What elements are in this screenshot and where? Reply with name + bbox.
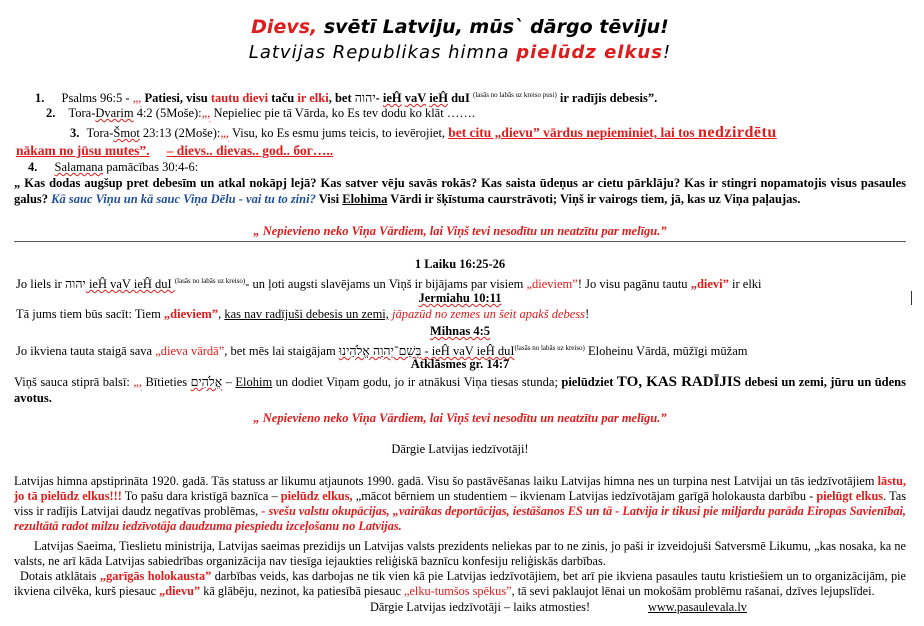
- verse-1-dui: duI: [447, 91, 473, 106]
- para-4-text-e: debesi un zemi, jūru un ūdens avotus.: [14, 375, 906, 405]
- verse-4-elohima: Elohima: [342, 191, 388, 206]
- para-atklasmes: [14, 374, 906, 406]
- warning-2: „ Nepievieno neko Viņa Vārdiem, lai Viņš tevi nesodītu un neatzītu par melīgu.”: [253, 411, 667, 425]
- verse-3-ref-rest: 23:13 (2Moše):: [139, 126, 221, 140]
- ref-atklasmes: Atklāsmes gr. 14:7: [410, 357, 510, 371]
- verse-2-dvarim: Dvarim: [95, 106, 134, 120]
- verse-2-number: 2.: [46, 106, 56, 120]
- title-line-1-text: svētī Latviju, mūs` dārgo tēviju!: [317, 16, 669, 38]
- verse-1-quote: „,: [132, 91, 142, 106]
- verse-3-text: Visu, ko Es esmu jums teicis, to ievērojiet,: [229, 126, 449, 140]
- para-2-text-d: !: [585, 307, 590, 321]
- letter-p1-red-3: pielūgt elkus: [816, 489, 884, 503]
- verse-3-shmot: Šmot: [113, 126, 140, 140]
- para-1-text-b: ieĤ vaV ieĤ duI: [85, 277, 175, 292]
- verse-3-red-1: bet citu „dievu” vārdus nepieminiet, lai tos: [448, 125, 698, 140]
- verse-1-text-c: , bet: [328, 91, 355, 106]
- verse-3-red-3: – dievs.. dievas.. god.. бог…..: [166, 143, 334, 158]
- letter-p1-red-1: lāstu, jo tā pielūdz elkus!!!: [14, 474, 906, 503]
- letter-paragraph-2: Latvijas Saeima, Tieslietu ministrija, Latvijas saeimas prezidijs un Latvijas valsts prezidents neliekas par to ne zinis, jo paši ir izveidojuši Satversmē Likumu, „kas nosaka, ka ne valsts, ne arī kāda Latvijas sabiedrības organizācija nav tiesīga iejaukties reliģiskā baznīcu konfesiju reliģiskās darbības.: [14, 539, 906, 568]
- para-4-text-a: Viņš sauca stiprā balsī:: [14, 375, 134, 389]
- para-4-hebrew: אֱלֹהִים: [190, 375, 223, 389]
- verse-3-number: 3.: [70, 126, 80, 140]
- para-4-bold: pielūdziet: [561, 375, 617, 389]
- letter-p3-red-2: „dievu”: [159, 584, 201, 598]
- para-2-red: „dieviem”: [163, 307, 219, 321]
- letter-paragraph-1: [14, 474, 906, 534]
- para-4-quote: „,: [133, 375, 142, 389]
- verse-2-quote: „,: [201, 106, 211, 120]
- para-1-red: „dieviem”: [526, 277, 578, 292]
- letter-p3-text-c: kā glābēju, nezinot, ka patiesībā piesauc: [200, 584, 404, 598]
- verse-1-ieh-2: ieĤ: [429, 91, 448, 106]
- verse-4-text-1: „ Kas dodas augšup pret debesīm un atkal nokāpj lejā? Kas satver vēju savās rokās? Kas saista ūdeņus ar cietu pārklāju? Kas ir stingri nopamatojis visus pasaules galus?: [14, 176, 906, 206]
- para-1-text-a: Jo liels ir: [16, 277, 65, 292]
- para-1-red-2: „dievi”: [690, 277, 729, 292]
- letter-p1-text-d: . Tas viss ir radījis Latvijai daudz negatīvas problēmas,: [14, 489, 906, 518]
- website-link[interactable]: www.pasaulevala.lv: [648, 600, 747, 614]
- letter-p1-text-a: Latvijas himna apstiprināta 1920. gadā. Tās statuss ar likumu atjaunots 1990. gadā. Visu šo pastāvēšanas laiku Latvijas himna nes un turpina nest Latvijai un tās iedzīvotājiem: [14, 474, 878, 488]
- title-dievs: Dievs,: [251, 16, 318, 38]
- divider-1: [14, 241, 906, 242]
- verse-4-text-3: Vārdi ir šķīstuma caurstrāvoti; Viņš ir vairogs tiem, jā, kas uz Viņa paļaujas.: [387, 191, 801, 206]
- title-line-1: [14, 16, 906, 38]
- verse-1-red-1: tautu dievi: [210, 91, 269, 106]
- para-3-text-a: Jo ikviena tauta staigā sava: [16, 344, 156, 359]
- verse-1-reading-note: (lasās no labās uz kreiso pusi): [472, 91, 557, 99]
- verse-1-hebrew: יהוה: [354, 91, 376, 106]
- verse-1-ieh-1: ieĤ: [382, 91, 402, 106]
- letter-p3-red-1: „garīgās holokausta”: [99, 569, 212, 583]
- para-3-reading-note: (lasās no labās uz kreiso): [514, 344, 585, 352]
- para-3-text-c: - ieĤ vaV ieĤ duI: [421, 344, 515, 359]
- verse-2: [46, 106, 475, 121]
- para-4-text-b: Bītieties: [142, 375, 191, 389]
- para-1-text-d: ! Jo visu pagānu tautu: [577, 277, 691, 292]
- para-4-text-d: un dodiet Viņam godu, jo ir atnākusi Viņa tiesas stunda;: [272, 375, 562, 389]
- letter-p3-text-d: , tā sevi paklaujot lēnai un mokošām problēmu rašanai, dzīves lejupslīdei.: [511, 584, 875, 598]
- text-cursor: [911, 291, 912, 305]
- verse-3-continued: [16, 143, 333, 159]
- para-3-red: „dieva vārdā”: [155, 344, 225, 359]
- para-2-text-a: Tā jums tiem būs sacīt: Tiem: [16, 307, 164, 321]
- para-4-big: TO, KAS RADĪJIS: [616, 374, 742, 390]
- verse-1-vav: vaV: [404, 91, 427, 106]
- ref-mihnas-text: Mihnas 4:5: [429, 324, 491, 338]
- verse-3-quote: „,: [220, 126, 230, 140]
- para-jermiahu: [16, 307, 589, 322]
- letter-closing: Dārgie Latvijas iedzīvotāji – laiks atmosties!: [370, 600, 591, 614]
- letter-p1-text-b: To pašu dara kristīgā baznīca –: [121, 489, 281, 503]
- para-3-hebrew: בְּשֵׁם־יְהוָה אֱלֹהֵינוּ: [338, 344, 422, 359]
- para-4-text-c: –: [222, 375, 236, 389]
- verse-4-text: [14, 176, 906, 207]
- verse-1: [35, 88, 657, 106]
- verse-1-text-d: -: [375, 91, 383, 106]
- verse-4-ref: Salamana: [54, 160, 104, 174]
- ref-jermiahu: [14, 291, 906, 306]
- ref-1-laiku: 1 Laiku 16:25-26: [414, 257, 506, 271]
- verse-1-ref: Psalms 96:5 -: [61, 91, 133, 106]
- verse-2-ref-rest: 4:2 (5Moše):: [133, 106, 202, 120]
- verse-1-text-b: taču: [268, 91, 298, 106]
- ref-jermiahu-text: Jermiahu 10:11: [418, 291, 502, 305]
- letter-p1-red-2: pielūdz elkus,: [280, 489, 353, 503]
- verse-3: [70, 125, 777, 141]
- para-1-text-e: ir elki: [728, 277, 762, 292]
- letter-p3-text-a: Dotais atklātais: [20, 569, 100, 583]
- verse-1-text-a: Patiesi, visu: [141, 91, 211, 106]
- title-line-2-end: !: [662, 42, 672, 63]
- verse-4-number: 4.: [28, 160, 38, 174]
- title-line-2-red: pielūdz elkus: [516, 42, 663, 63]
- para-2-red-2: jāpazūd no zemes un šeit apakš debess: [392, 307, 586, 321]
- verse-4-blue: Kā sauc Viņu un kā sauc Viņa Dēlu - vai tu to zini?: [51, 191, 316, 206]
- letter-p1-red-4: - svešu valstu okupācijas, „vairākas deportācijas, iestāšanos ES un tā - Latvija ir tikusi pie miljardu parāda Eiropas Savienībai, rezultātā radot milzu iedzīvotāja daudzuma piespiedu izceļošanu no Latvijas.: [14, 504, 906, 533]
- para-2-underlined: kas nav radījuši debesis un zemi,: [224, 307, 389, 321]
- verse-3-red-big: nedzirdētu: [697, 124, 777, 141]
- para-1-hebrew: יהוה: [64, 277, 86, 292]
- para-1-laiku: [16, 274, 762, 292]
- para-1-reading-note: (lasās no labās uz kreiso): [174, 277, 246, 285]
- verse-2-ref: Tora-: [68, 106, 96, 120]
- verse-3-ref: Tora-: [86, 126, 114, 140]
- letter-paragraph-3: [14, 569, 906, 599]
- letter-greeting: Dārgie Latvijas iedzīvotāji!: [391, 442, 529, 456]
- para-4-elohim: Elohim: [235, 375, 273, 389]
- verse-2-text: Nepieliec pie tā Vārda, ko Es tev dodu ko klāt …….: [210, 106, 475, 120]
- title-line-2-start: Latvijas Republikas himna: [248, 42, 517, 63]
- letter-p3-red-3: „elku-tumšos spēkus”: [403, 584, 512, 598]
- verse-4-ref-rest: pamācības 30:4-6:: [103, 160, 199, 174]
- verse-1-red-2: ir elki: [297, 91, 329, 106]
- verse-4: [28, 160, 198, 175]
- para-1-text-c: - un ļoti augsti slavējams un Viņš ir bijājams par visiem: [245, 277, 527, 292]
- para-3-text-d: Eloheinu Vārdā, mūžīgi mūžam: [584, 344, 748, 359]
- verse-4-text-2: Visi: [315, 191, 343, 206]
- warning-1: „ Nepievieno neko Viņa Vārdiem, lai Viņš tevi nesodītu un neatzītu par melīgu.”: [253, 224, 667, 238]
- verse-1-number: 1.: [35, 91, 45, 106]
- ref-mihnas: [14, 324, 906, 339]
- para-3-text-b: , bet mēs lai staigājam: [224, 344, 339, 359]
- verse-3-red-2: nākam no jūsu mutes”.: [16, 143, 150, 158]
- title-line-2: [14, 42, 906, 63]
- letter-p1-text-c: „mācot bērniem un studentiem – ikvienam Latvijas iedzīvotājam garīgā holokausta darbību -: [352, 489, 817, 503]
- verse-1-end: ir radījis debesis”.: [556, 91, 658, 106]
- letter-p3-text-b: darbības veids, kas darbojas ne tik vien kā pie Latvijas iedzīvotājiem, bet arī pie ikviena pasaules tautu kristiešiem un to organizācijām, pie ikviena cilvēka, kurš piesauc: [14, 569, 906, 598]
- para-2-text-b: ,: [218, 307, 225, 321]
